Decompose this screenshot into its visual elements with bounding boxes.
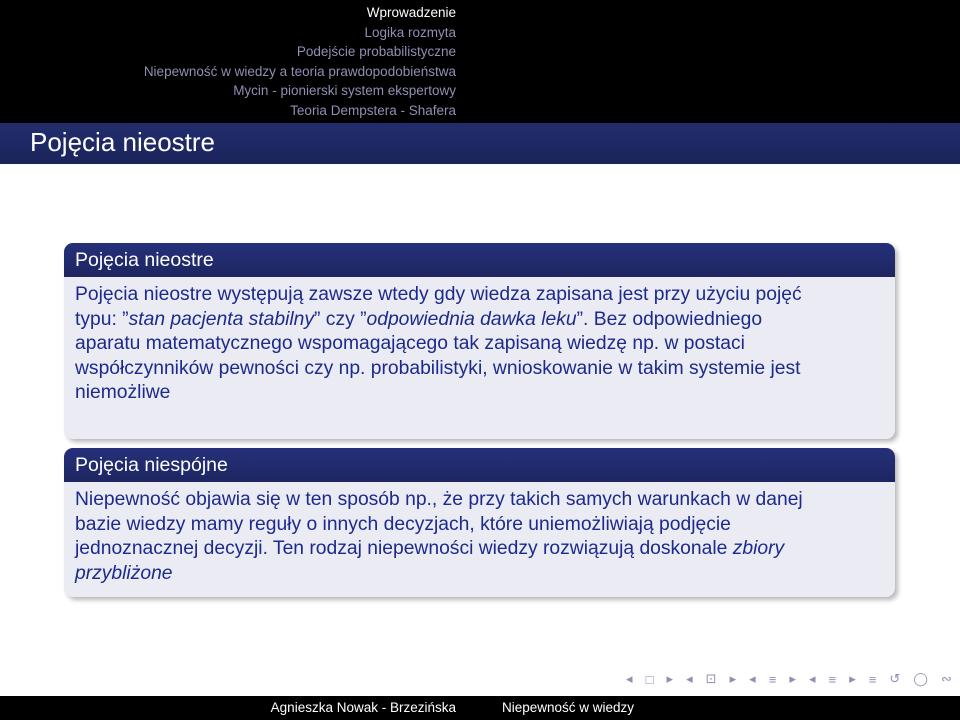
search-icon[interactable]: ◯: [913, 671, 928, 686]
emphasis-text: przybliżone: [75, 562, 173, 584]
slide-title: Pojęcia nieostre: [30, 127, 215, 157]
nav-section-mycin[interactable]: Mycin - pionierski system ekspertowy: [233, 83, 456, 98]
text-fragment: jednoznacznej decyzji. Ten rodzaj niepewności wiedzy rozwiązują doskonale: [75, 538, 733, 560]
next-subsection-arrow-icon[interactable]: ▸: [729, 671, 737, 686]
appendix-icon[interactable]: ≡: [868, 671, 877, 687]
block-body: [64, 482, 895, 594]
next-document-arrow-icon[interactable]: ▸: [849, 671, 856, 686]
block-text-line: bazie wiedzy mamy reguły o innych decyzjach, które uniemożliwiają podjęcie: [75, 513, 731, 535]
prev-document-arrow-icon[interactable]: ◂: [808, 671, 816, 686]
text-fragment: ” czy ”: [314, 308, 367, 330]
nav-section-niepewnosc-a-prawdopodobienstwo[interactable]: Niepewność w wiedzy a teoria prawdopodobieństwa: [143, 63, 456, 79]
block-body: [64, 277, 895, 414]
block-title: Pojęcia nieostre: [64, 243, 895, 277]
next-section-arrow-icon[interactable]: ▸: [789, 671, 796, 686]
navigation-symbols: [626, 670, 952, 688]
footer-author: Agnieszka Nowak - Brzezińska: [270, 700, 456, 715]
block-pojecia-niespojne: [64, 448, 895, 597]
emphasis-text: stan pacjenta stabilny: [128, 308, 315, 330]
next-frame-arrow-icon[interactable]: ▸: [666, 671, 674, 686]
top-navigation: [0, 0, 960, 123]
frame-icon[interactable]: □: [645, 671, 654, 687]
emphasis-text: zbiory: [732, 538, 785, 560]
document-icon[interactable]: ≡: [828, 671, 837, 687]
text-fragment: typu: ”: [75, 308, 129, 330]
block-text-line: Pojęcia nieostre występują zawsze wtedy gdy wiedza zapisana jest przy użyciu pojęć: [75, 284, 802, 305]
nav-section-podejscie-probabilistyczne[interactable]: Podejście probabilistyczne: [296, 44, 456, 59]
prev-section-arrow-icon[interactable]: ◂: [749, 671, 756, 686]
prev-frame-arrow-icon[interactable]: ◂: [626, 671, 633, 686]
text-fragment: ”. Bez odpowiedniego: [576, 308, 763, 330]
subsection-icon[interactable]: ⊡: [705, 671, 717, 686]
block-pojecia-nieostre: [64, 243, 895, 439]
footer-title: Niepewność w wiedzy: [502, 700, 635, 715]
prev-subsection-arrow-icon[interactable]: ◂: [686, 671, 693, 686]
footer: [0, 696, 960, 720]
emphasis-text: odpowiednia dawka leku: [366, 308, 577, 330]
slide-title-bar: [0, 123, 960, 164]
block-text-line: Niepewność objawia się w ten sposób np., że przy takich samych warunkach w danej: [75, 489, 803, 510]
back-icon[interactable]: ↺: [889, 671, 901, 686]
nav-section-wprowadzenie[interactable]: Wprowadzenie: [366, 5, 456, 20]
block-text-line: niemożliwe: [75, 382, 171, 404]
block-title: Pojęcia niespójne: [64, 448, 895, 482]
section-icon[interactable]: ≡: [768, 671, 777, 687]
block-text-line: współczynników pewności czy np. probabilistyki, wnioskowanie w takim systemie jest: [75, 357, 801, 379]
block-text-line: [75, 537, 884, 562]
forward-icon[interactable]: ∾: [940, 671, 952, 686]
block-text-line: [75, 308, 884, 333]
section-list: [0, 0, 480, 123]
block-text-line: [75, 562, 884, 587]
block-text-line: aparatu matematycznego wspomagającego tak zapisaną wiedzę np. w postaci: [75, 333, 745, 355]
top-navigation-right: [480, 0, 960, 123]
nav-section-dempster-shafer[interactable]: Teoria Dempstera - Shafera: [290, 102, 456, 118]
nav-section-logika-rozmyta[interactable]: Logika rozmyta: [364, 24, 456, 40]
